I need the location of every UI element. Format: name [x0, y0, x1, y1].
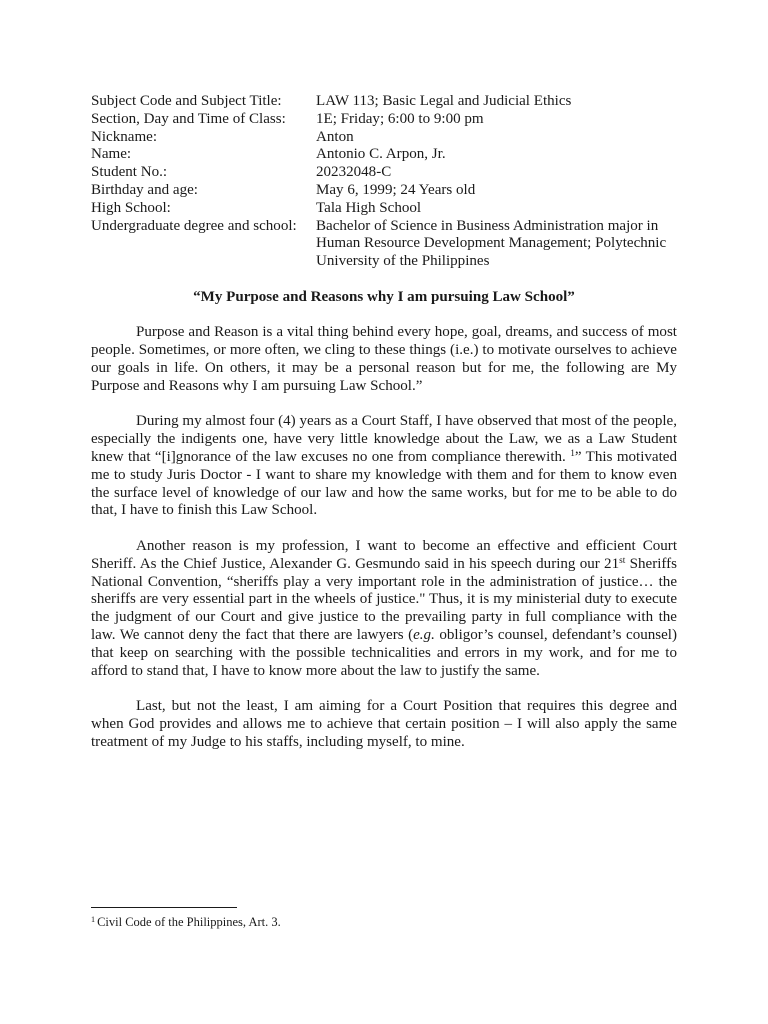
- section-value: 1E; Friday; 6:00 to 9:00 pm: [316, 110, 484, 127]
- student-no-value: 20232048-C: [316, 164, 392, 181]
- paragraph-3: [91, 538, 677, 680]
- info-row-undergraduate: [91, 218, 677, 271]
- paragraph-2-text-a: During my almost four (4) years as a Court Staff, I have observed that most of the people, especially the indigents one, have very little knowledge about the Law, we as a Law Student knew that “[i]gnorance of the law excuses no one from compliance therewith.: [91, 413, 677, 465]
- paragraph-2-text-b: ” This motivated me to study Juris Doctor - I want to share my knowledge with them and for them to know even the surface level of knowledge of our law and how the same works, but for me to be able to do that, I have to finish this Law School.: [91, 448, 677, 519]
- high-school-label: High School:: [91, 199, 171, 216]
- footnote-separator: [91, 907, 237, 908]
- paragraph-3-text-b: Sheriffs National Convention, “sheriffs play a very important role in the administration of justice… the sheriffs are very essential part in the wheels of justice." Thus, it is my ministerial duty to execute the judgment of our Court and give justice to the prevailing party in full compliance with the law. We cannot deny the fact that there are lawyers (: [91, 555, 677, 643]
- info-row-name: [91, 146, 677, 164]
- birthday-value: May 6, 1999; 24 Years old: [316, 181, 476, 198]
- italic-eg: e.g.: [413, 626, 435, 643]
- paragraph-3-text-a: Another reason is my profession, I want to become an effective and efficient Court Sheriff. As the Chief Justice, Alexander G. Gesmundo said in his speech during our 21: [91, 537, 677, 572]
- name-value: Antonio C. Arpon, Jr.: [316, 146, 446, 163]
- undergraduate-value: Bachelor of Science in Business Administration major in Human Resource Development Management; Polytechnic University of the Philippines: [316, 217, 667, 270]
- subject-code-label: Subject Code and Subject Title:: [91, 93, 282, 109]
- undergraduate-label: Undergraduate degree and school:: [91, 217, 297, 234]
- paragraph-2: [91, 413, 677, 520]
- student-no-label: Student No.:: [91, 164, 168, 181]
- section-label: Section, Day and Time of Class:: [91, 110, 286, 127]
- info-row-section: [91, 111, 677, 129]
- paragraph-4: Last, but not the least, I am aiming for a Court Position that requires this degree and when God provides and allows me to achieve that certain position – I will also apply the same treatment of my Judge to his staffs, including myself, to mine.: [91, 698, 677, 750]
- paragraph-3-text-c: obligor’s counsel, defendant’s counsel) that keep on searching with the possible technicalities and errors in my work, and for me to afford to stand that, I have to know more about the law to justify the same.: [91, 626, 677, 679]
- paragraph-1: Purpose and Reason is a vital thing behind every hope, goal, dreams, and success of most people. Sometimes, or more often, we cling to these things (i.e.) to motivate ourselves to achieve our goals in life. On others, it may be a personal reason but for me, the following are My Purpose and Reasons why I am pursuing Law School.”: [91, 324, 677, 394]
- nickname-value: Anton: [316, 128, 354, 145]
- subject-code-value: LAW 113; Basic Legal and Judicial Ethics: [316, 93, 572, 109]
- student-info: [91, 93, 677, 271]
- footnote-reference: 1: [570, 449, 575, 460]
- essay-title: “My Purpose and Reasons why I am pursuing Law School”: [193, 288, 575, 305]
- info-row-student-no: [91, 164, 677, 182]
- name-label: Name:: [91, 146, 132, 163]
- footnote-marker: 1: [91, 914, 96, 924]
- info-row-birthday: [91, 182, 677, 200]
- nickname-label: Nickname:: [91, 128, 158, 145]
- document-content: [91, 93, 677, 769]
- footnote-text: Civil Code of the Philippines, Art. 3.: [97, 915, 281, 929]
- footnote: [91, 915, 677, 929]
- info-row-high-school: [91, 200, 677, 218]
- ordinal-suffix: st: [619, 556, 626, 567]
- birthday-label: Birthday and age:: [91, 181, 198, 198]
- info-row-nickname: [91, 129, 677, 147]
- high-school-value: Tala High School: [316, 199, 422, 216]
- info-row-subject: [91, 93, 677, 111]
